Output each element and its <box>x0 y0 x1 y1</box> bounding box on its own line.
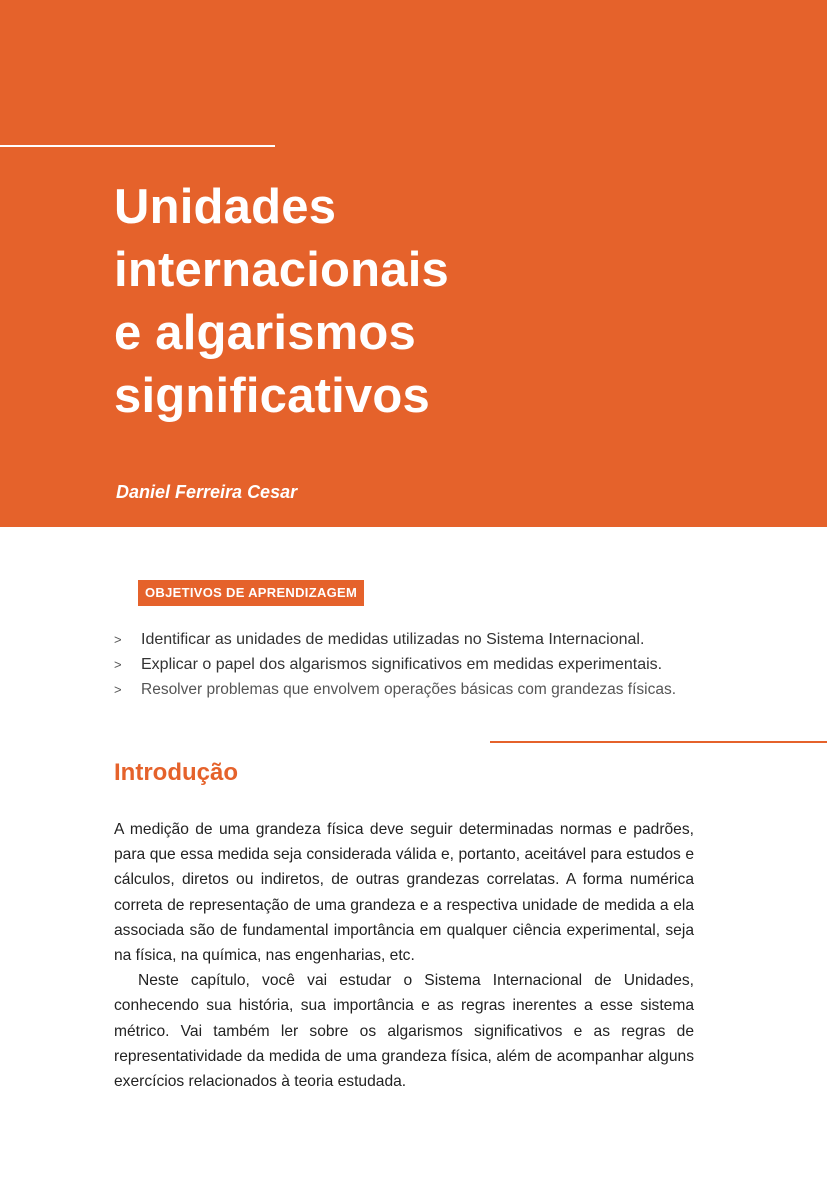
section-divider-line <box>490 741 827 743</box>
list-item <box>114 653 754 678</box>
intro-body <box>114 817 694 1094</box>
chevron-right-icon: > <box>114 682 122 697</box>
objectives-label: OBJETIVOS DE APRENDIZAGEM <box>138 580 364 606</box>
objective-text: Resolver problemas que envolvem operações básicas com grandezas físicas. <box>141 681 677 698</box>
chapter-header-banner <box>0 0 827 527</box>
list-item <box>114 678 754 703</box>
objectives-list <box>114 628 754 703</box>
body-paragraph: A medição de uma grandeza física deve seguir determinadas normas e padrões, para que essa medida seja considerada válida e, portanto, aceitável para estudos e cálculos, diretos ou indiretos, de outras grandezas correlatas. A forma numérica correta de representação de uma grandeza e a respectiva unidade de medida a ela associada são de fundamental importância em qualquer ciência experimental, seja na física, na química, nas engenharias, etc. <box>114 821 694 965</box>
header-divider-line <box>0 145 275 147</box>
objective-text: Explicar o papel dos algarismos significativos em medidas experimentais. <box>141 656 663 673</box>
chapter-title-line: Unidades <box>114 180 337 234</box>
list-item <box>114 628 754 653</box>
body-paragraph: Neste capítulo, você vai estudar o Sistema Internacional de Unidades, conhecendo sua história, sua importância e as regras inerentes a esse sistema métrico. Vai também ler sobre os algarismos significativos e as regras de representatividade da medida de uma grandeza física, além de acompanhar alguns exercícios relacionados à teoria estudada. <box>114 972 694 1091</box>
chevron-right-icon: > <box>114 657 122 672</box>
chapter-title-line: significativos <box>114 369 430 423</box>
author-name: Daniel Ferreira Cesar <box>116 482 298 502</box>
chevron-right-icon: > <box>114 632 122 647</box>
section-heading: Introdução <box>114 759 238 786</box>
chapter-title <box>114 176 794 428</box>
objective-text: Identificar as unidades de medidas utilizadas no Sistema Internacional. <box>141 631 645 648</box>
chapter-title-line: internacionais <box>114 243 450 297</box>
chapter-title-line: e algarismos <box>114 306 416 360</box>
